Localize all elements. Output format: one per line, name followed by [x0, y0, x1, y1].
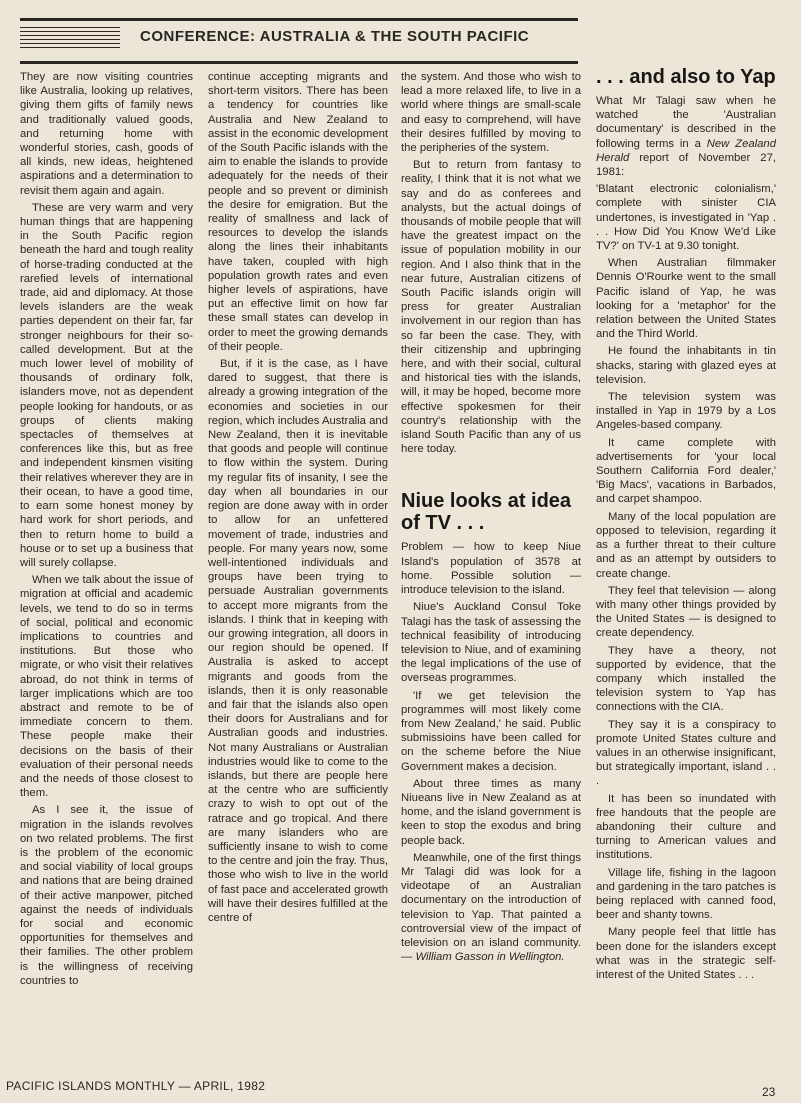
article-column-1 — [20, 70, 193, 1070]
byline: William Gasson in Wellington. — [415, 951, 565, 964]
paragraph: Many of the local population are opposed to television, regarding it as a further threat to their culture and as an attempt by outsiders to create change. — [596, 510, 776, 580]
paragraph: Many people feel that little has been done for the islanders except what was in the strategic self-interest of the United States . . . — [596, 926, 776, 981]
article-column-2 — [208, 70, 388, 1070]
paragraph: Niue's Auckland Consul Toke Talagi has the task of assessing the technical feasibility of introducing television to Niue, and of examining the legal implications of the use of overseas programmes. — [401, 601, 581, 685]
paragraph: When we talk about the issue of migration at official and academic levels, we tend to do so in terms of social, political and economic implications to countries and institutions. But those who migrate, or who visit their relatives abroad, do not think in terms of larger implications which are too abstract and remote to be of immediate concern to them. These people make their decisions on the basis of their evaluation of their personal needs and the needs of those closest to them. — [20, 574, 193, 800]
paragraph: the system. And those who wish to lead a more relaxed life, to live in a world where things are small-scale and easy to comprehend, will have their desires fulfilled by moving to the peripheries of the system. — [401, 71, 581, 155]
paragraph: Meanwhile, one of the first things Mr Talagi did was look for a videotape of an Australian documentary on the introduction of television to Yap. That painted a controversial view of the impact of television on an island community. — William Gasson in Wellington. — [401, 851, 581, 964]
paragraph: But to return from fantasy to reality, I think that it is not what we say and do as conferees and analysts, but the actual doings of thousands of mobile people that will have the greatest impact on the issue of population mobility in our region. And I also think that in the near future, Australian citizens of South Pacific islands origin will press for greater Australian involvement in our region than has so far been the case. They, with their citizenship and upbringing here, and with their social, cultural and historical ties with the islands, will, it may be hoped, become more effective spokesmen for their country's relationship with the island South Pacific than any of us here today. — [401, 159, 581, 456]
paragraph: He found the inhabitants in tin shacks, staring with glazed eyes at television. — [596, 345, 776, 386]
paragraph: As I see it, the issue of migration in the islands revolves on two related problems. The first is the problem of the economic and social viability of local groups and nations that are being drained of their active manpower, pitched against the needs of individuals for social and economic opportunities for themselves and their families. The other problem is the willingness of receiving countries to — [20, 804, 193, 987]
article-column-4 — [596, 66, 776, 1066]
paragraph: The television system was installed in Yap in 1979 by a Los Angeles-based company. — [596, 391, 776, 432]
page-number: 23 — [762, 1085, 776, 1099]
paragraph: Problem — how to keep Niue Island's population of 3578 at home. Possible solution — introduce television to the island. — [401, 541, 581, 597]
section-title: CONFERENCE: AUSTRALIA & THE SOUTH PACIFIC — [140, 28, 530, 45]
header-rule-decoration — [20, 27, 120, 49]
niue-article-headline: Niue looks at idea of TV . . . — [401, 490, 572, 535]
section-header — [20, 18, 578, 64]
paragraph: They say it is a conspiracy to promote United States culture and values in an otherwise insignificant, but strategically important, island . . . — [596, 718, 776, 788]
paragraph: About three times as many Niueans live in New Zealand as at home, and the island government is keen to stop the exodus and bring people back. — [401, 777, 581, 847]
paragraph: These are very warm and very human things that are happening in the South Pacific region beneath the hard and tough reality of horse-trading conducted at the rarefied levels of international trade, aid and diplomacy. At those levels islanders are the weak parties dependent on their far, far stronger neighbours for their so-called development. But at the much lower level of mobility of thousands of ordinary folk, islanders move, not as dependent people looking for handouts, or as groups of clients making spectacles of themselves at conferences like this, but as free and independent kinsmen visiting their relatives wherever they are in their ocean, to have a good time, to earn some honest money by hard work for short periods, and then to return home to build a house or to set up a business that will surely collapse. — [20, 201, 193, 569]
paragraph: They feel that television — along with many other things provided by the United States — is designed to create dependency. — [596, 584, 776, 640]
paragraph: 'Blatant electronic colonialism,' complete with sinister CIA undertones, is investigated in 'Yap . . . How Did You Know We'd Like TV?' on TV-1 at 9.30 tonight. — [596, 183, 776, 253]
paragraph: What Mr Talagi saw when he watched the 'Australian documentary' is described in the following terms in a New Zealand Herald report of November 27, 1981: — [596, 95, 776, 179]
paragraph: Village life, fishing in the lagoon and gardening in the taro patches is being replaced with canned food, beer and shanty towns. — [596, 866, 776, 922]
article-column-3 — [401, 70, 581, 1070]
paragraph: 'If we get television the programmes will most likely come from New Zealand,' he said. Public submissioins have been called for on the scheme before the Niue Government makes a decision. — [401, 689, 581, 773]
paragraph: They have a theory, not supported by evidence, that the company which installed the television system to Yap has connections with the CIA. — [596, 644, 776, 714]
yap-article-headline: . . . and also to Yap — [596, 66, 776, 88]
paragraph: But, if it is the case, as I have dared to suggest, that there is already a growing integration of the economies and societies in our region, which includes Australia and New Zealand, then it is inevitable that goods and people will continue to flow within the system. During my regular fits of insanity, I see the day when all boundaries in our region are done away with in order to allow for an unfettered movement of trade, industries and people. For many years now, some well-intentioned individuals and groups have been trying to persuade Australian governments to accept more migrants from the islands. I think that in keeping with our growing integration, all doors in our region should be opened. If Australia is asked to accept migrants and goods from the islands, then it is only reasonable and fair that the islands also open their doors for Australians and for Australian goods and industries. Not many Australians or Australian industries would like to come to the islands, but there are people here at the centre who are sufficiently crazy to wish to opt out of the ratrace and go tropical. And there are many islanders who are sufficiently insane to wish to come to the centre and join the fray. Thus, those who wish to live in the world of fast pace and accelerated growth will have their desires fulfilled at the centre of — [208, 358, 388, 924]
paragraph: They are now visiting countries like Australia, looking up relatives, giving them gifts of family news and traditionally valued goods, and returning home with wonderful stories, cash, goods of all kinds, new ideas, heightened aspirations and a determination to revisit them again and again. — [20, 71, 193, 197]
paragraph: It has been so inundated with free handouts that the people are abandoning their culture and turning to American values and institutions. — [596, 792, 776, 862]
publication-footer: PACIFIC ISLANDS MONTHLY — APRIL, 1982 — [6, 1079, 266, 1093]
publication-name: New Zealand Herald — [596, 137, 776, 164]
paragraph: When Australian filmmaker Dennis O'Rourke went to the small Pacific island of Yap, he was looking for a 'metaphor' for the relation between the United States and the Third World. — [596, 257, 776, 341]
paragraph: continue accepting migrants and short-term visitors. There has been a tendency for countries like Australia and New Zealand to assist in the economic development of the South Pacific islands with the aim to enable the islands to provide adequately for the needs of their people and so prevent or diminish the desire for emigration. But the reality of smallness and lack of resources to develop the islands along the lines their inhabitants have taken, coupled with high population growth rates and even higher levels of aspirations, have put an effective limit on how far these small states can develop in order to meet the growing demands of their people. — [208, 71, 388, 353]
paragraph: It came complete with advertisements for 'your local Southern California Ford dealer,' 'Big Macs', vacations in Barbados, and carpet shampoo. — [596, 436, 776, 506]
